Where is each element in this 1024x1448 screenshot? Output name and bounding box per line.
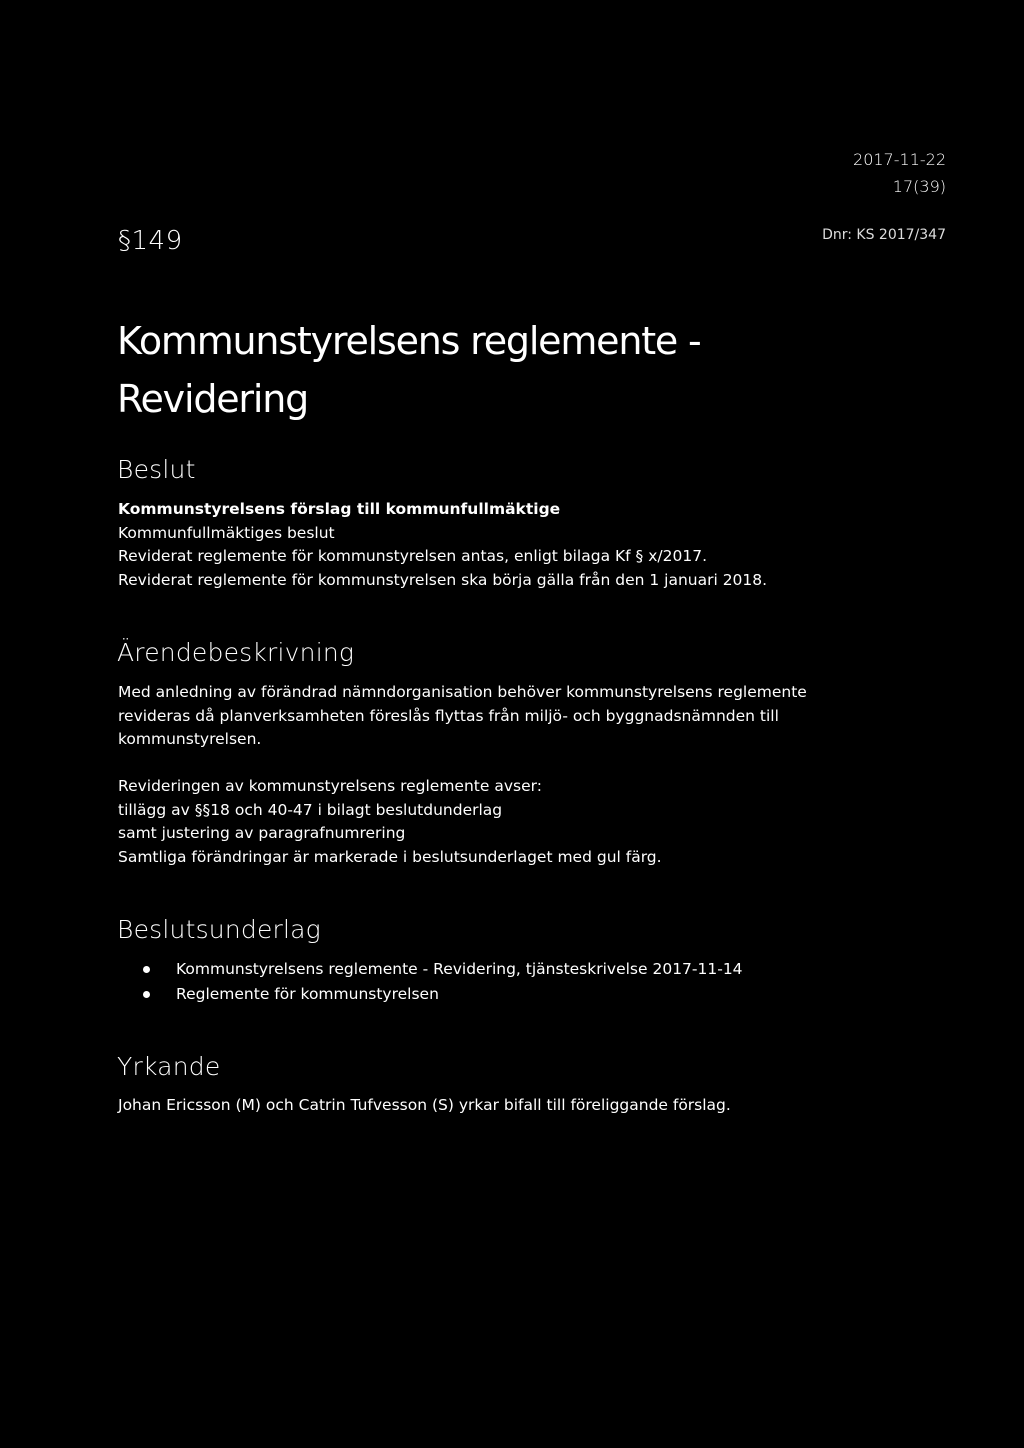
beslut-heading: Beslut (117, 455, 196, 484)
dnr-reference: Dnr: KS 2017/347 (822, 227, 946, 243)
list-item (140, 982, 743, 1007)
beslut-section (118, 498, 918, 592)
beslutsunderlag-list (140, 957, 743, 1007)
document-date: 2017-11-22 (853, 150, 946, 169)
list-item-text: Kommunstyrelsens reglemente - Revidering, tjänsteskrivelse 2017-11-14 (176, 960, 743, 978)
yrkande-text: Johan Ericsson (M) och Catrin Tufvesson (S) yrkar bifall till föreliggande förslag. (118, 1096, 731, 1114)
text-line: tillägg av §§18 och 40-47 i bilagt beslutdunderlag (118, 800, 503, 819)
text-line: samt justering av paragrafnumrering (118, 824, 406, 842)
beslutsunderlag-heading: Beslutsunderlag (117, 915, 321, 944)
text-line: Samtliga förändringar är markerade i beslutsunderlaget med gul färg. (118, 847, 662, 866)
page-title (117, 312, 937, 428)
text-line: Med anledning av förändrad nämndorganisation behöver kommunstyrelsens reglemente (118, 683, 807, 701)
beslut-line: Kommunfullmäktiges beslut (118, 523, 335, 542)
yrkande-heading: Yrkande (117, 1052, 221, 1081)
bullet-icon (143, 991, 150, 998)
beslut-line: Kommunstyrelsens förslag till kommunfullmäktige (118, 500, 561, 518)
text-line: kommunstyrelsen. (118, 730, 262, 748)
paragraph-number: §149 (118, 226, 183, 256)
title-line: Kommunstyrelsens reglemente - (117, 319, 701, 363)
beslut-line: Reviderat reglemente för kommunstyrelsen ska börja gälla från den 1 januari 2018. (118, 570, 768, 589)
text-line: revideras då planverksamheten föreslås flyttas från miljö- och byggnadsnämnden till (118, 706, 779, 725)
list-item (140, 957, 743, 982)
page-number: 17(39) (892, 177, 946, 196)
beslut-line: Reviderat reglemente för kommunstyrelsen antas, enligt bilaga Kf § x/2017. (118, 547, 707, 565)
title-line: Revidering (117, 377, 309, 421)
bullet-icon (143, 966, 150, 973)
arendebeskrivning-paragraph-2 (118, 775, 918, 869)
arendebeskrivning-paragraph-1 (118, 681, 918, 752)
list-item-text: Reglemente för kommunstyrelsen (176, 985, 439, 1003)
arendebeskrivning-heading: Ärendebeskrivning (117, 638, 355, 667)
text-line: Revideringen av kommunstyrelsens reglemente avser: (118, 777, 542, 795)
